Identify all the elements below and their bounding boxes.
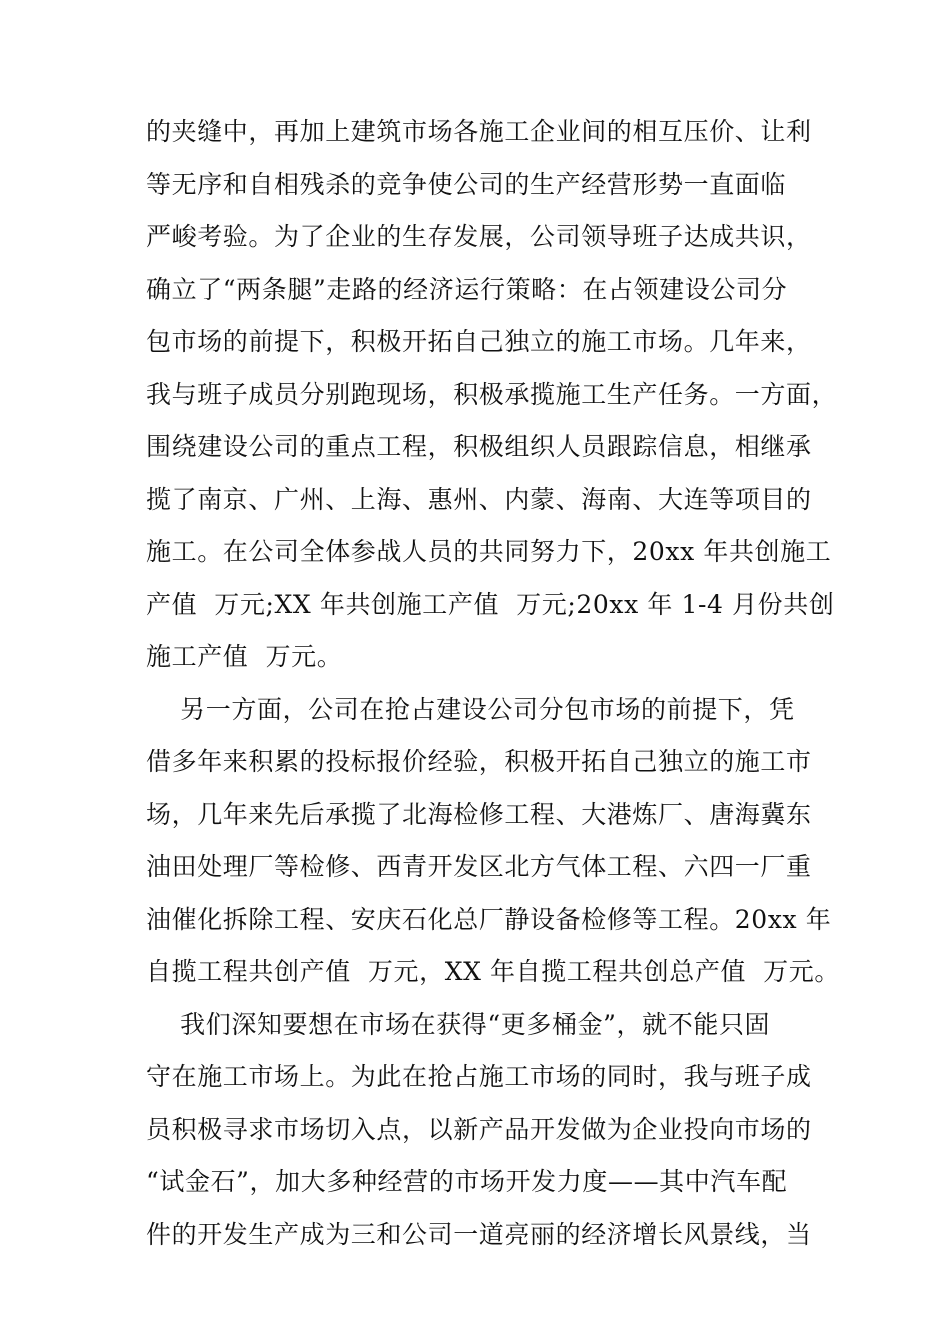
text-line: 借多年来积累的投标报价经验，积极开拓自己独立的施工市 <box>146 747 812 776</box>
paragraph-start-line: 另一方面，公司在抢占建设公司分包市场的前提下，凭 <box>146 694 795 724</box>
body-text <box>146 106 840 1261</box>
text-line: 围绕建设公司的重点工程，积极组织人员跟踪信息，相继承 <box>146 432 812 461</box>
text-line: 油催化拆除工程、安庆石化总厂静设备检修等工程。20xx 年 <box>146 904 832 934</box>
text-line: 严峻考验。为了企业的生存发展，公司领导班子达成共识， <box>146 222 812 251</box>
text-line: 产值 万元;XX 年共创施工产值 万元;20xx 年 1-4 月份共创 <box>146 589 835 619</box>
text-line: 场，几年来先后承揽了北海检修工程、大港炼厂、唐海冀东 <box>146 799 812 829</box>
text-line: 的夹缝中，再加上建筑市场各施工企业间的相互压价、让利 <box>146 117 812 146</box>
text-line: 我与班子成员分别跑现场，积极承揽施工生产任务。一方面， <box>146 379 838 409</box>
paragraph-start-line: 我们深知要想在市场在获得“更多桶金”，就不能只固 <box>146 1009 771 1039</box>
text-line: 施工产值 万元。 <box>146 642 343 671</box>
text-line: 守在施工市场上。为此在抢占施工市场的同时，我与班子成 <box>146 1062 812 1091</box>
text-line: 件的开发生产成为三和公司一道亮丽的经济增长风景线，当 <box>146 1219 812 1249</box>
text-line: 包市场的前提下，积极开拓自己独立的施工市场。几年来， <box>146 327 812 356</box>
text-line: 自揽工程共创产值 万元，XX 年自揽工程共创总产值 万元。 <box>146 957 840 986</box>
text-line: “试金石”，加大多种经营的市场开发力度——其中汽车配 <box>146 1167 788 1196</box>
text-line: 油田处理厂等检修、西青开发区北方气体工程、六四一厂重 <box>146 852 812 881</box>
text-line: 员积极寻求市场切入点，以新产品开发做为企业投向市场的 <box>146 1114 812 1144</box>
text-line: 确立了“两条腿”走路的经济运行策略：在占领建设公司分 <box>146 274 788 304</box>
text-line: 等无序和自相残杀的竞争使公司的生产经营形势一直面临 <box>146 169 787 199</box>
text-line: 揽了南京、广州、上海、惠州、内蒙、海南、大连等项目的 <box>146 484 812 514</box>
text-line: 施工。在公司全体参战人员的共同努力下，20xx 年共创施工 <box>146 537 832 566</box>
